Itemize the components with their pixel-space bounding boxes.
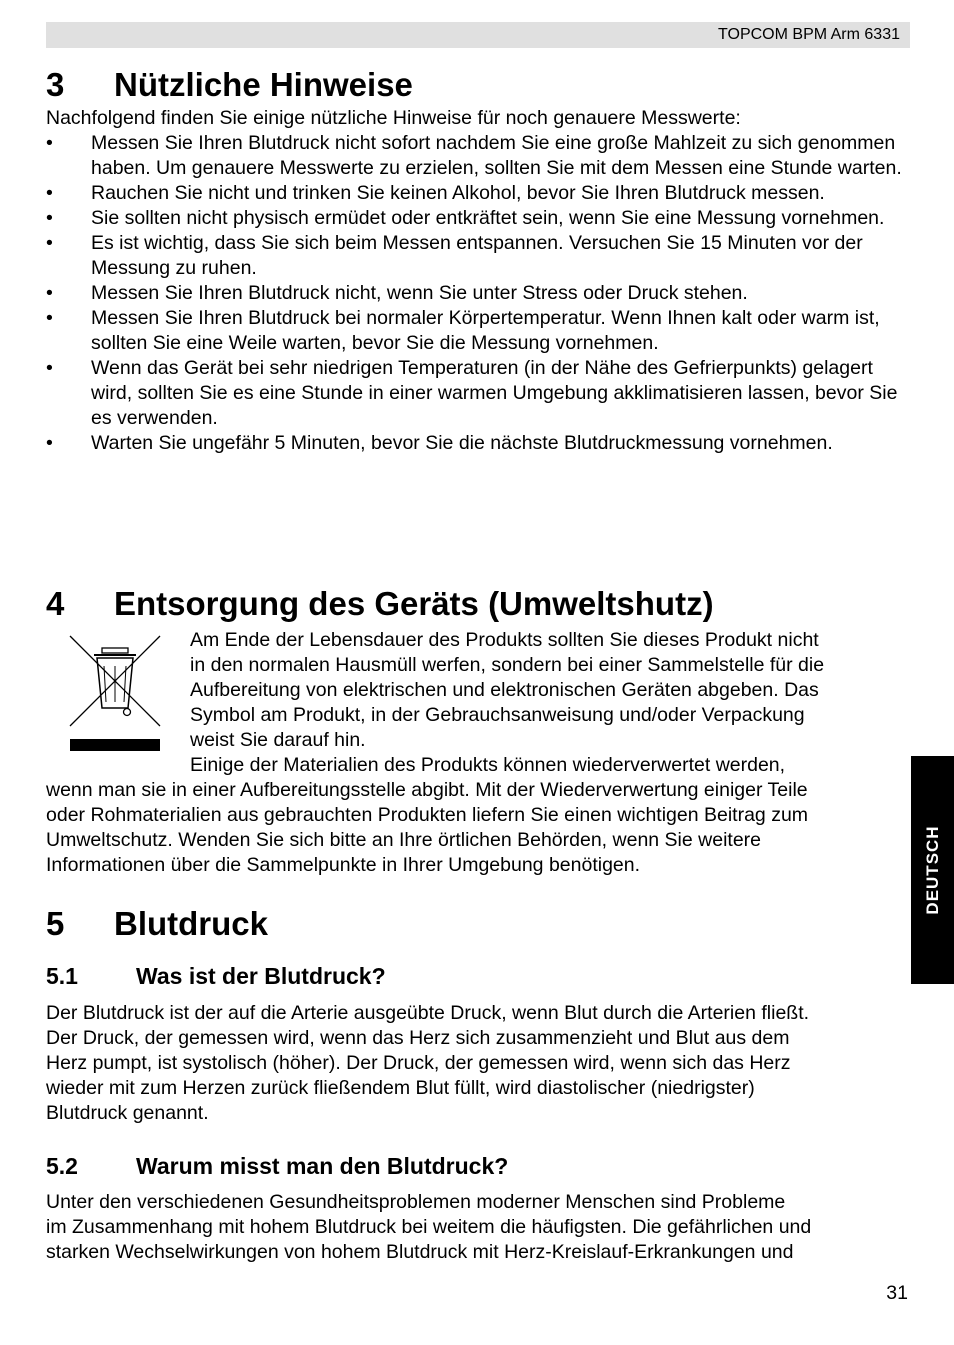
text-line: Einige der Materialien des Produkts können wiederverwertet werden, <box>190 754 786 776</box>
bullet-dot: • <box>46 357 53 379</box>
tips-list <box>46 131 910 456</box>
text-line: Informationen über die Sammelpunkte in Ihrer Umgebung benötigen. <box>46 854 641 876</box>
list-item <box>46 356 910 431</box>
bullet-dot: • <box>46 182 53 204</box>
text-line: Symbol am Produkt, in der Gebrauchsanweisung und/oder Verpackung <box>190 704 805 726</box>
list-item <box>46 131 910 181</box>
list-item-text: Messen Sie Ihren Blutdruck nicht sofort nachdem Sie eine große Mahlzeit zu sich genommen haben. Um genauere Messwerte zu erzielen, sollten Sie mit dem Messen eine Stunde warten. <box>91 132 902 179</box>
section-3-number: 3 <box>46 66 65 103</box>
list-item <box>46 206 910 231</box>
list-item-text: Rauchen Sie nicht und trinken Sie keinen Alkohol, bevor Sie Ihren Blutdruck messen. <box>91 182 825 204</box>
section-3-title: Nützliche Hinweise <box>114 66 413 103</box>
text-line: weist Sie darauf hin. <box>190 729 366 751</box>
disposal-text-full-width <box>46 778 910 878</box>
text-line: Blutdruck genannt. <box>46 1102 209 1124</box>
text-line: starken Wechselwirkungen von hohem Blutdruck mit Herz-Kreislauf-Erkrankungen und <box>46 1241 794 1263</box>
bullet-dot: • <box>46 307 53 329</box>
section-4-title: Entsorgung des Geräts (Umweltshutz) <box>114 585 714 622</box>
section-3-intro: Nachfolgend finden Sie einige nützliche Hinweise für noch genauere Messwerte: <box>46 107 741 129</box>
bullet-dot: • <box>46 232 53 254</box>
text-line: Unter den verschiedenen Gesundheitsproblemen moderner Menschen sind Probleme <box>46 1191 786 1213</box>
text-line: Herz pumpt, ist systolisch (höher). Der Druck, der gemessen wird, wenn sich das Herz <box>46 1052 791 1074</box>
bullet-dot: • <box>46 132 53 154</box>
list-item-text: Wenn das Gerät bei sehr niedrigen Temperaturen (in der Nähe des Gefrierpunkts) gelagert wird, sollten Sie es eine Stunde in einer warmen Umgebung akklimatisieren lassen, bevor Sie es verwenden. <box>91 357 898 429</box>
list-item-text: Es ist wichtig, dass Sie sich beim Messen entspannen. Versuchen Sie 15 Minuten vor der Messung zu ruhen. <box>91 232 863 279</box>
bullet-dot: • <box>46 282 53 304</box>
section-5-2-number: 5.2 <box>46 1153 78 1179</box>
list-item <box>46 281 910 306</box>
section-5-1-body <box>46 1001 910 1126</box>
text-line: Am Ende der Lebensdauer des Produkts sollten Sie dieses Produkt nicht <box>190 629 819 651</box>
section-5-1-number: 5.1 <box>46 963 78 989</box>
section-5-2-body <box>46 1190 910 1265</box>
text-line: Der Druck, der gemessen wird, wenn das Herz sich zusammenzieht und Blut aus dem <box>46 1027 790 1049</box>
section-4-number: 4 <box>46 585 65 622</box>
text-line: wenn man sie in einer Aufbereitungsstelle abgibt. Mit der Wiederverwertung einiger Teile <box>46 779 808 801</box>
section-5-number: 5 <box>46 905 65 942</box>
language-side-tab <box>911 756 954 984</box>
section-5-1-title: Was ist der Blutdruck? <box>136 963 386 989</box>
text-line: in den normalen Hausmüll werfen, sondern bei einer Sammelstelle für die <box>190 654 825 676</box>
section-5-2-title: Warum misst man den Blutdruck? <box>136 1153 509 1179</box>
text-line: Umweltschutz. Wenden Sie sich bitte an Ihre örtlichen Behörden, wenn Sie weitere <box>46 829 762 851</box>
language-tab-label: DEUTSCH <box>922 825 942 915</box>
text-line: wieder mit zum Herzen zurück fließendem Blut füllt, wird diastolischer (niedrigster) <box>46 1077 755 1099</box>
page-number: 31 <box>886 1282 908 1304</box>
text-line: im Zusammenhang mit hohem Blutdruck bei weitem die häufigsten. Die gefährlichen und <box>46 1216 812 1238</box>
disposal-text-beside-icon <box>190 628 910 778</box>
text-line: Der Blutdruck ist der auf die Arterie ausgeübte Druck, wenn Blut durch die Arterien fließt. <box>46 1002 810 1024</box>
list-item-text: Messen Sie Ihren Blutdruck bei normaler Körpertemperatur. Wenn Ihnen kalt oder warm ist, sollten Sie eine Weile warten, bevor Sie die Messung vornehmen. <box>91 307 880 354</box>
list-item <box>46 231 910 281</box>
section-5-title: Blutdruck <box>114 905 269 942</box>
bullet-dot: • <box>46 207 53 229</box>
text-line: Aufbereitung von elektrischen und elektronischen Geräten abgeben. Das <box>190 679 819 701</box>
bullet-dot: • <box>46 432 53 454</box>
weee-crossed-bin-icon <box>62 632 168 756</box>
list-item <box>46 431 910 456</box>
header-title: TOPCOM BPM Arm 6331 <box>718 26 900 43</box>
list-item <box>46 306 910 356</box>
list-item <box>46 181 910 206</box>
list-item-text: Warten Sie ungefähr 5 Minuten, bevor Sie die nächste Blutdruckmessung vornehmen. <box>91 432 833 454</box>
list-item-text: Sie sollten nicht physisch ermüdet oder entkräftet sein, wenn Sie eine Messung vornehmen. <box>91 207 885 229</box>
header-bar <box>46 22 910 48</box>
text-line: oder Rohmaterialien aus gebrauchten Produkten liefern Sie einen wichtigen Beitrag zum <box>46 804 809 826</box>
list-item-text: Messen Sie Ihren Blutdruck nicht, wenn Sie unter Stress oder Druck stehen. <box>91 282 748 304</box>
